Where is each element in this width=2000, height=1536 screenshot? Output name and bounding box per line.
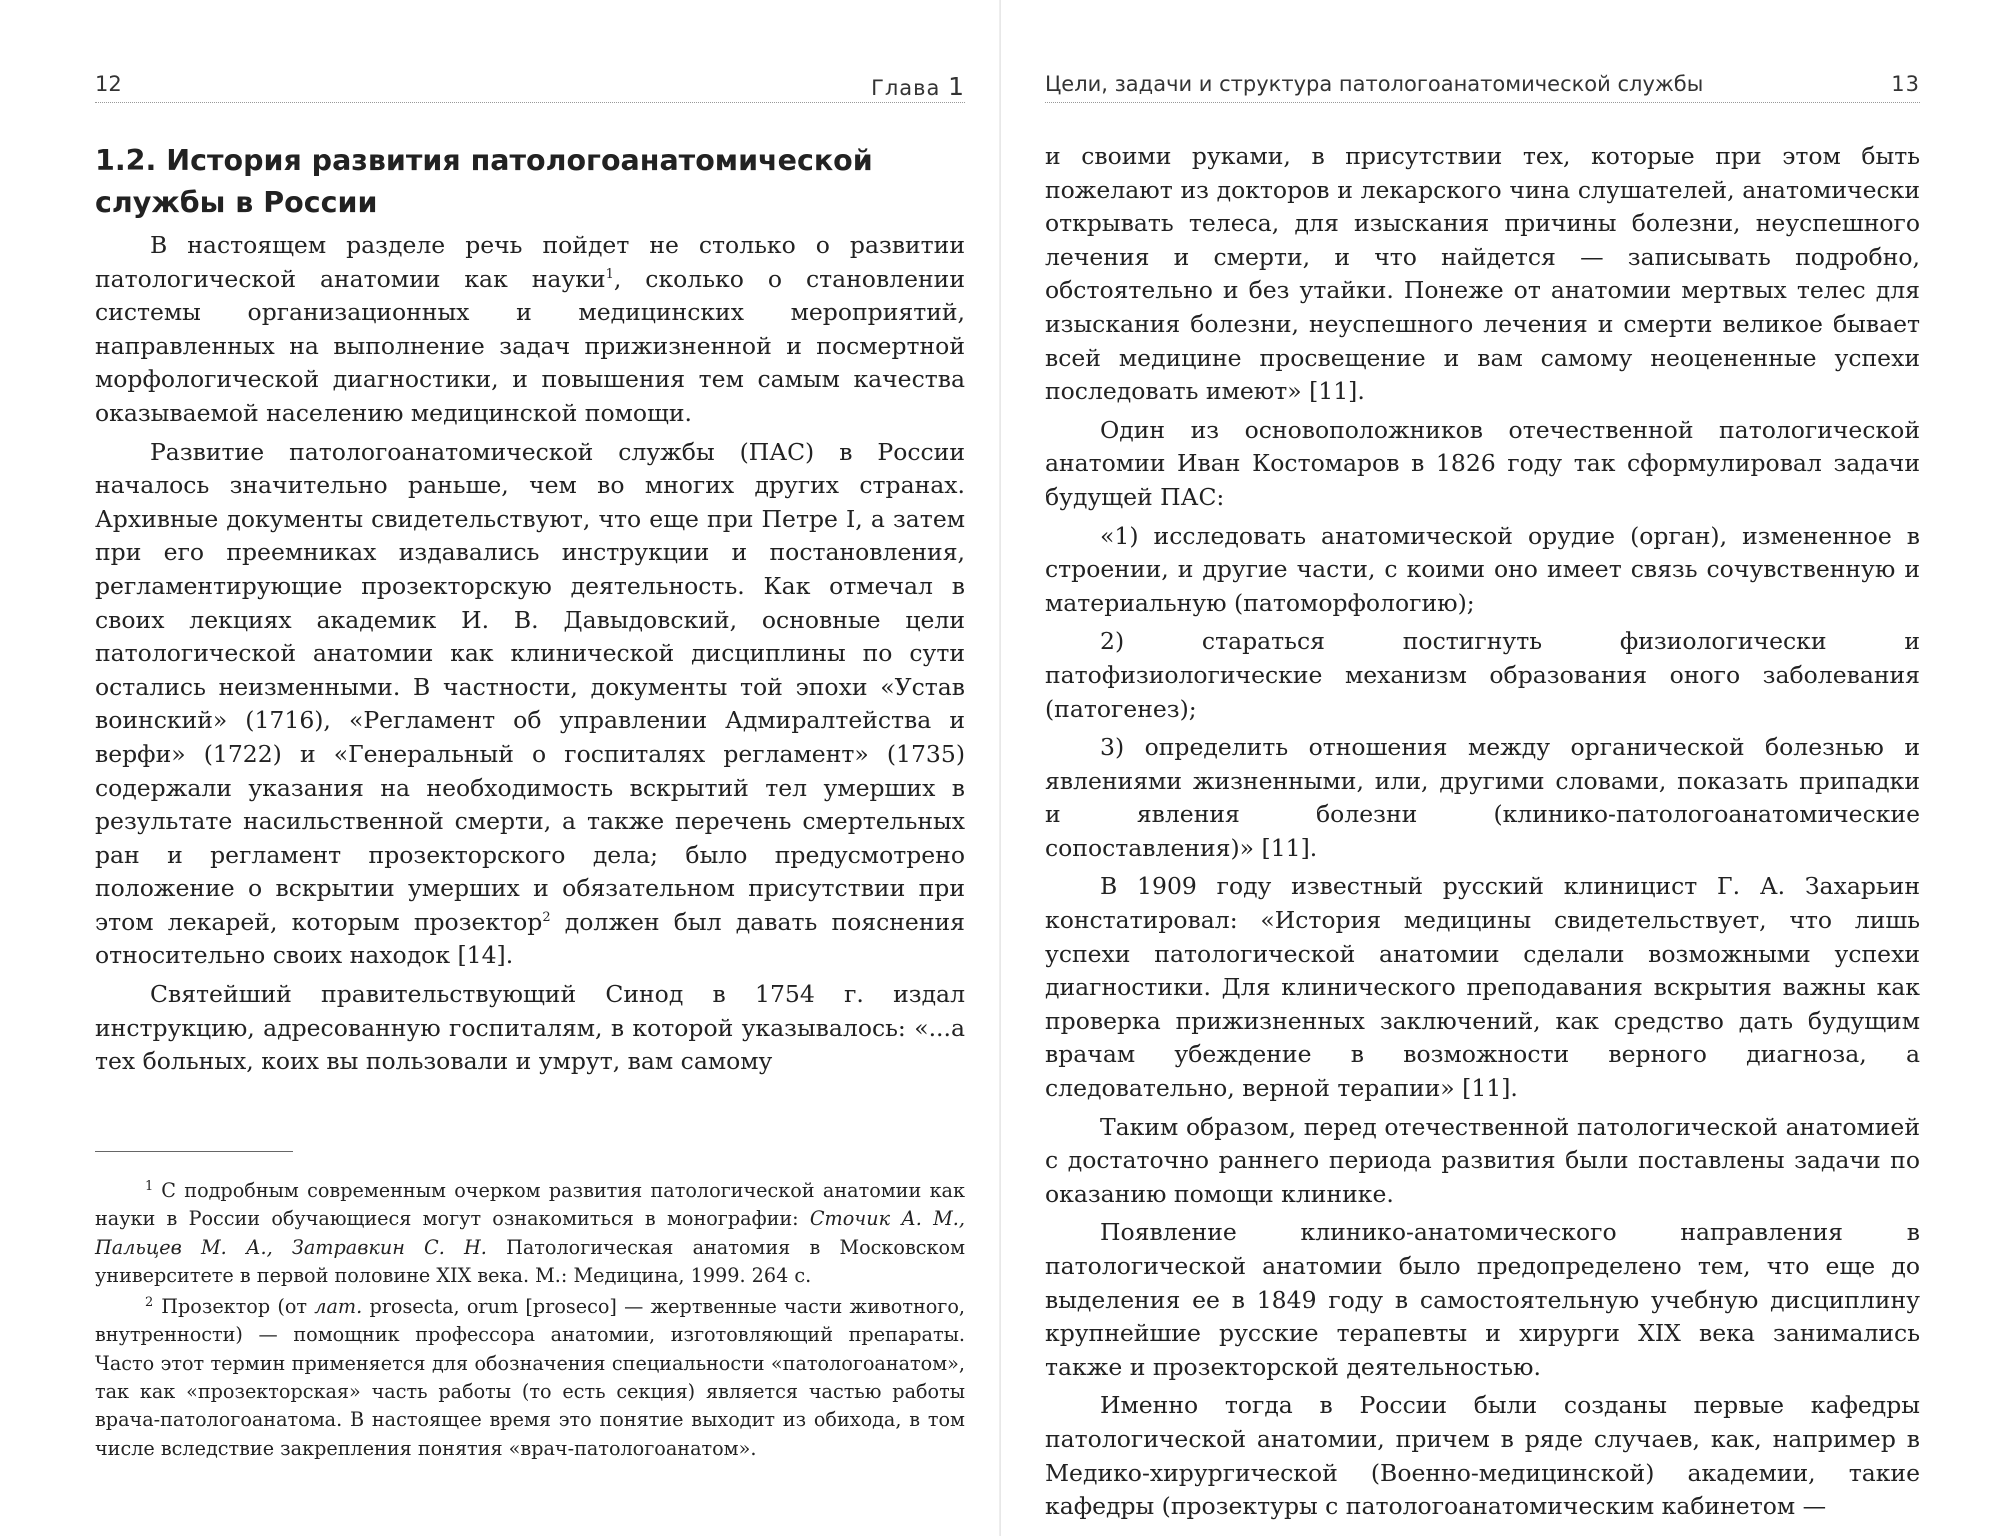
header-rule xyxy=(95,102,965,103)
footnotes xyxy=(95,1177,965,1466)
footnote-text: С подробным современным очерком развития патологической анатомии как науки в России обучающиеся могут ознакомиться в монографии: xyxy=(95,1179,965,1231)
paragraph-text: должен был давать пояснения относительно своих находок [14]. xyxy=(95,907,965,970)
running-head xyxy=(95,72,965,108)
footnote xyxy=(95,1177,965,1290)
chapter-word: Глава xyxy=(871,76,941,100)
footnote-mark: 2 xyxy=(145,1294,154,1310)
chapter-number: 1 xyxy=(948,72,965,101)
list-item: «1) исследовать анатомической орудие (орган), измененное в строении, и другие части, с коими оно имеет связь сочувственную и материальную (патоморфологию); xyxy=(1045,521,1920,617)
paragraph xyxy=(95,229,965,431)
footnote-ref[interactable]: 2 xyxy=(542,910,551,926)
paragraph: Именно тогда в России были созданы первые кафедры патологической анатомии, причем в ряде случаев, как, например в Медико-хирургической (Военно-медицинской) академии, такие кафедры (прозектуры с патологоанатомическим кабинетом — xyxy=(1045,1391,1920,1521)
footnote-text: Прозектор (от xyxy=(161,1295,315,1319)
right-page xyxy=(1000,0,2000,1536)
paragraph-text: Святейший правительствующий Синод в 1754 г. издал инструкцию, адресованную госпиталям, в которой указывалось: «...а тех больных, коих вы пользовали и умрут, вам самому xyxy=(95,980,965,1076)
footnote xyxy=(95,1293,965,1463)
left-body-text xyxy=(95,229,965,1084)
paragraph-text: В настоящем разделе речь пойдет не столько о развитии патологической анатомии как науки xyxy=(95,231,965,293)
footnote-text: prosecta, orum [proseco] — жертвенные части животного, внутренности) — помощник профессора анатомии, изготовляющий препараты. Часто этот термин применяется для обозначения специальности «патологоанатом», так как «прозекторская» часть работы (то есть секция) является частью работы врача-патологоанатома. В настоящее время это понятие выходит из обихода, в том числе вследствие закрепления понятия «врач-патологоанатом». xyxy=(95,1295,965,1460)
section-title: 1.2. История развития патологоанатомической службы в России xyxy=(95,144,873,219)
header-rule xyxy=(1045,102,1920,103)
list-item: 3) определить отношения между органической болезнью и явлениями жизненными, или, другими словами, показать припадки и явления болезни (клинико-патологоанатомические сопоставления)» [11]. xyxy=(1045,733,1920,862)
paragraph xyxy=(95,436,965,974)
paragraph xyxy=(95,978,965,1079)
paragraph-text: Развитие патологоанатомической службы (ПАС) в России началось значительно раньше, чем во многих других странах. Архивные документы свидетельствуют, что еще при Петре I, а затем при его преемниках издавались инструкции и постановления, регламентирующие прозекторскую деятельность. Как отмечал в своих лекциях академик И. В. Давыдовский, основные цели патологической анатомии как клинической дисциплины по сути остались неизменными. В частности, документы той эпохи «Устав воинский» (1716), «Регламент об управлении Адмиралтейства и верфи» (1722) и «Генеральный о госпиталях регламент» (1735) содержали указания на необходимость вскрытий тел умерших в результате насильственной смерти, а также перечень смертельных ран и регламент прозекторского дела; было предусмотрено положение о вскрытии умерших и обязательном присутствии при этом лекарей, которым прозектор xyxy=(95,437,965,936)
paragraph: Один из основоположников отечественной патологической анатомии Иван Костомаров в 1826 году так сформулировал задачи будущей ПАС: xyxy=(1045,415,1920,511)
footnote-authors: Сточик А. М., Пальцев М. А., Затравкин С. Н. xyxy=(95,1207,965,1259)
paragraph-text: , сколько о становлении системы организационных и медицинских мероприятий, направленных на выполнение задач прижизненной и посмертной морфологической диагностики, и повышения тем самым качества оказываемой населению медицинской помощи. xyxy=(95,264,965,427)
running-head-title: Цели, задачи и структура патологоанатомической службы xyxy=(1045,72,1704,96)
page-number: 13 xyxy=(1891,72,1920,96)
page-number: 12 xyxy=(95,72,122,96)
chapter-label xyxy=(871,72,965,101)
footnote-separator xyxy=(95,1151,293,1152)
running-head xyxy=(1045,72,1920,108)
paragraph: Появление клинико-анатомического направления в патологической анатомии было предопределено тем, что еще до выделения ее в 1849 году в самостоятельную учебную дисциплину крупнейшие русские терапевты и хирурги XIX века занимались также и прозекторской деятельностью. xyxy=(1045,1218,1920,1381)
paragraph: В 1909 году известный русский клиницист Г. А. Захарьин констатировал: «История медицины свидетельствует, что лишь успехи патологической анатомии сделали возможными успехи диагностики. Для клинического преподавания вскрытия важны как проверка прижизненных заключений, как средство дать будущим врачам убеждение в возможности верного диагноза, а следовательно, верной терапии» [11]. xyxy=(1045,872,1920,1103)
footnote-ref[interactable]: 1 xyxy=(605,266,614,282)
paragraph: Таким образом, перед отечественной патологической анатомией с достаточно раннего периода развития были поставлены задачи по оказанию помощи клинике. xyxy=(1045,1112,1920,1208)
paragraph: и своими руками, в присутствии тех, которые при этом быть пожелают из докторов и лекарского чина слушателей, анатомически открывать телеса, для изыскания причины болезни, неуспешного лечения и смерти, и что найдется — записывать подробно, обстоятельно и без утайки. Понеже от анатомии мертвых телес для изыскания болезни, неуспешного лечения и смерти великое бывает всей медицине просвещение и вам самому неоцененные успехи последовать имеют» [11]. xyxy=(1045,142,1920,406)
list-item: 2) стараться постигнуть физиологически и патофизиологические механизм образования оного заболевания (патогенез); xyxy=(1045,627,1920,723)
footnote-mark: 1 xyxy=(145,1178,154,1194)
footnote-latin-abbr: лат. xyxy=(314,1295,363,1319)
right-body-text xyxy=(1045,140,1920,1529)
footnote-text: Патологическая анатомия в Московском университете в первой половине XIX века. М.: Медицина, 1999. 264 с. xyxy=(95,1235,965,1287)
